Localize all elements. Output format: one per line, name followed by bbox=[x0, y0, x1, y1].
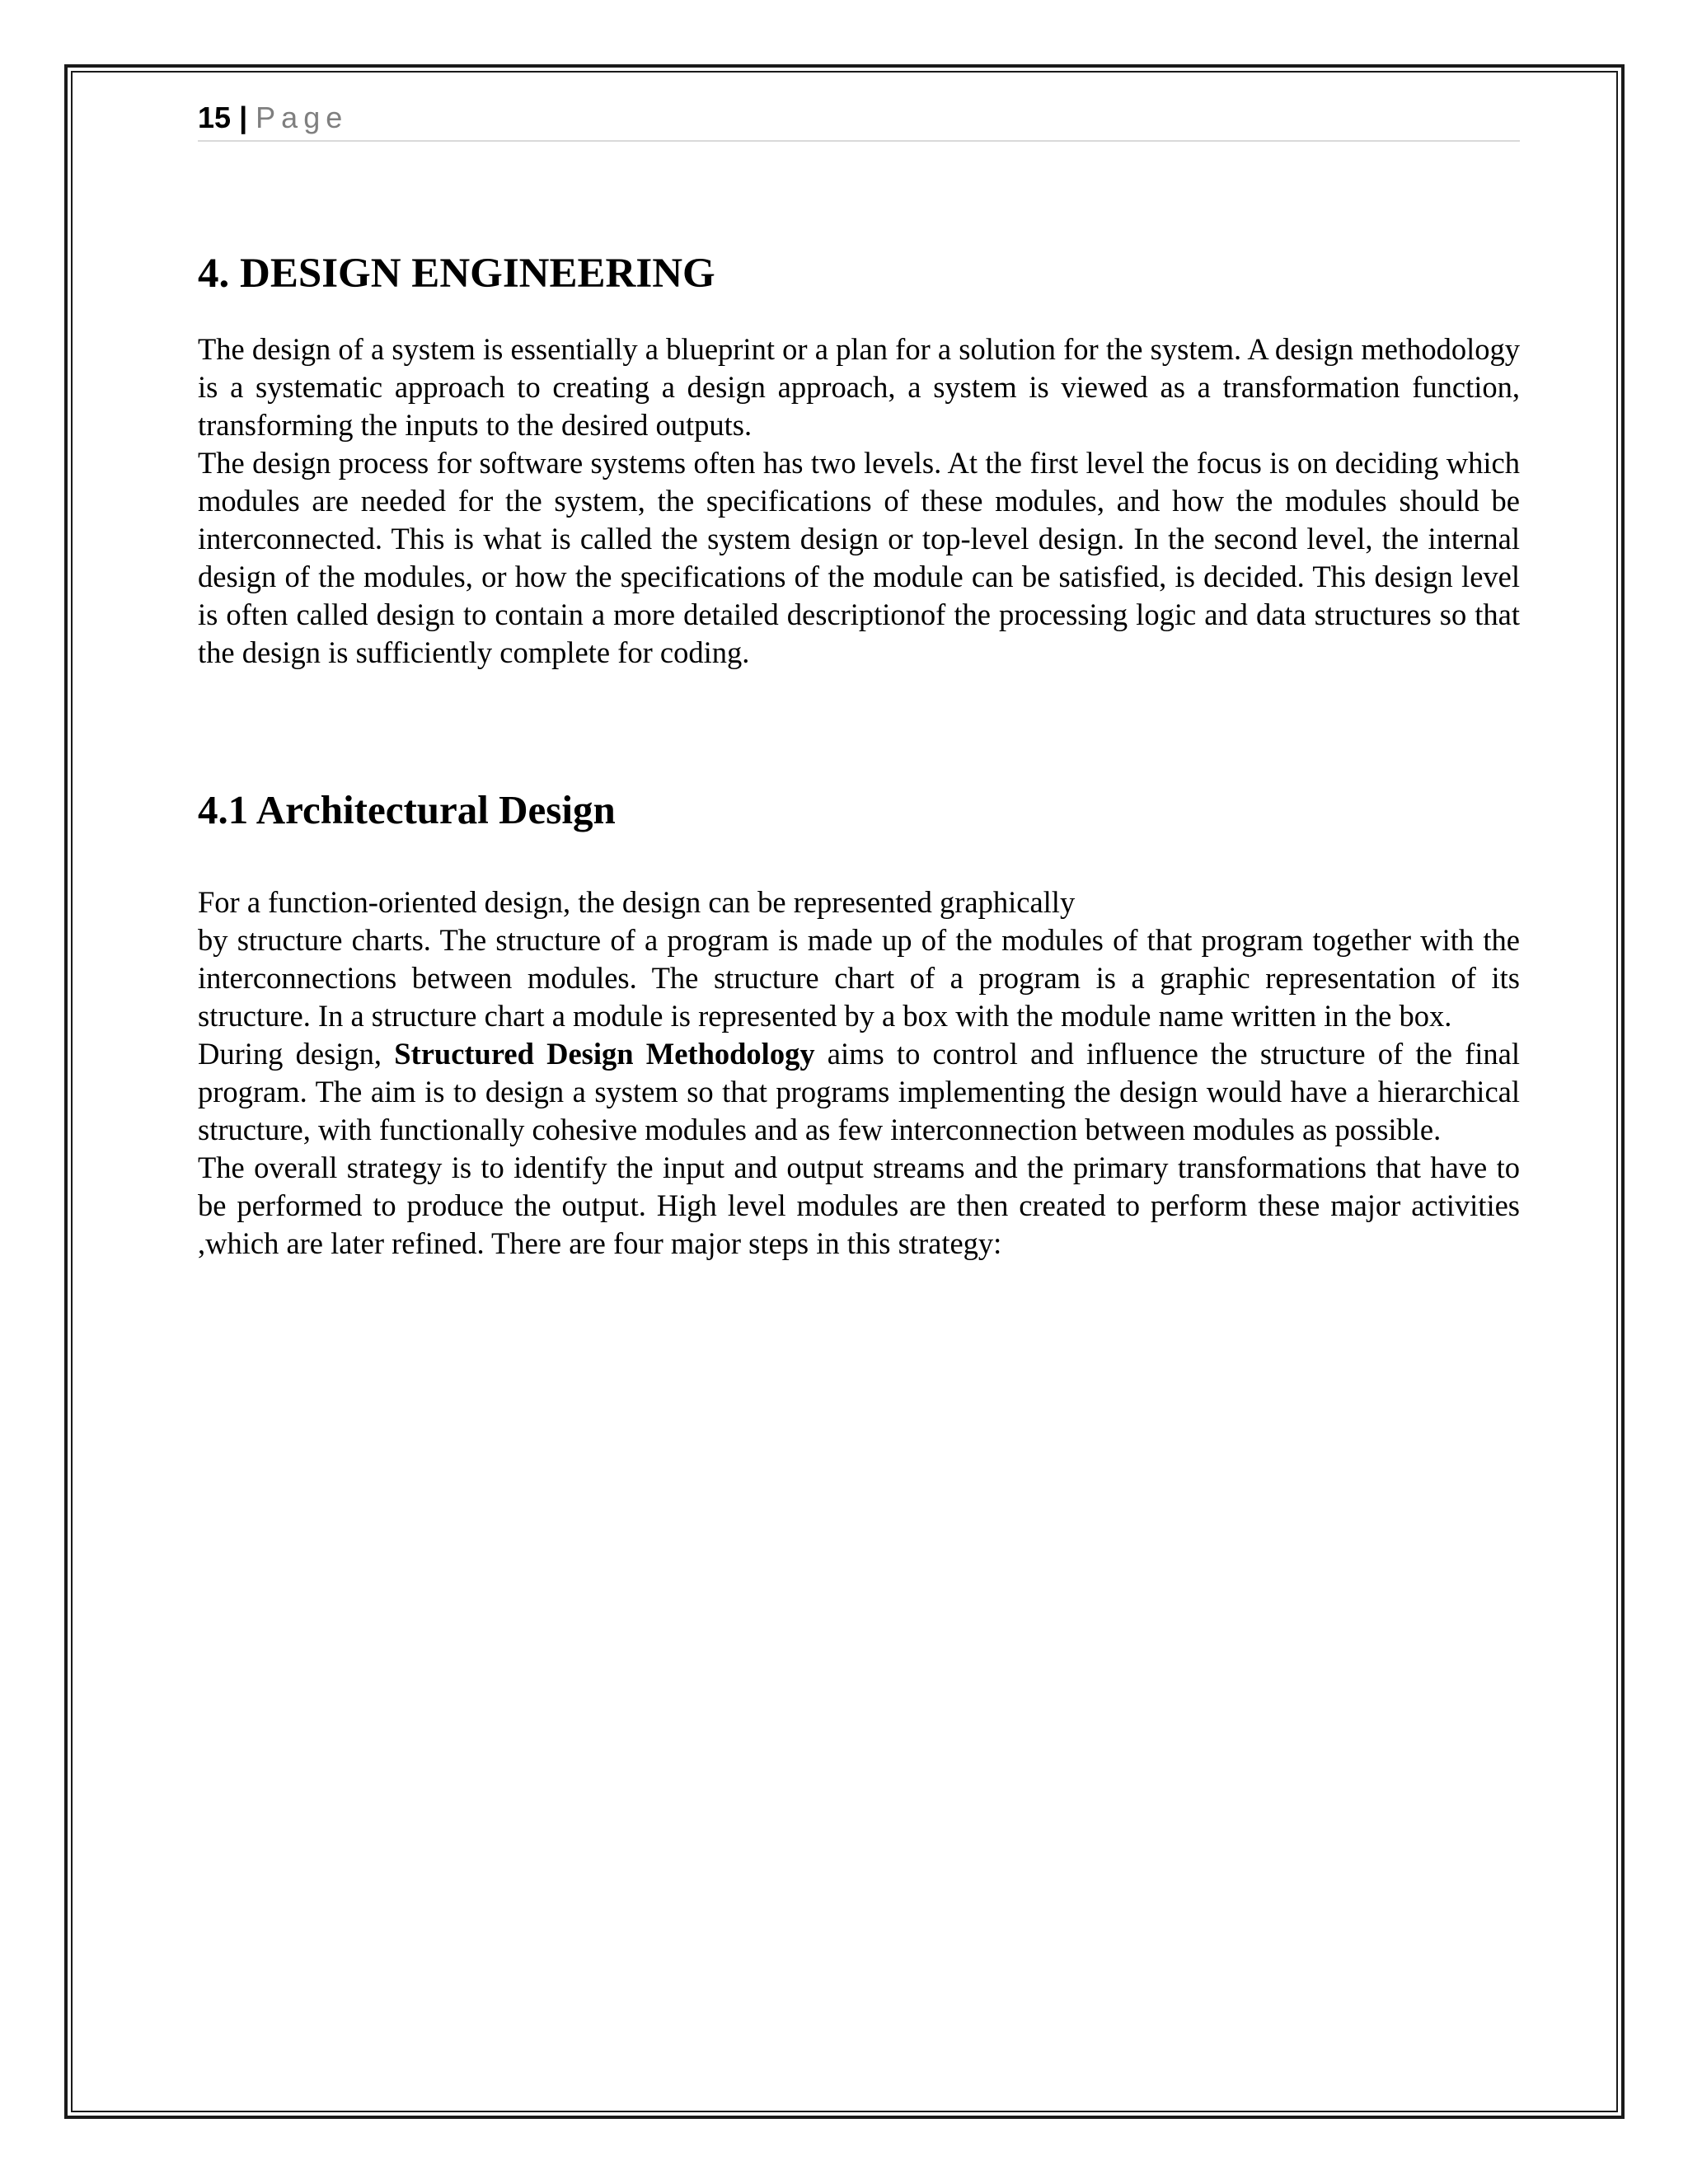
paragraph-2-prefix: During design, bbox=[198, 1037, 395, 1071]
page-header bbox=[198, 97, 1520, 142]
page-separator: | bbox=[239, 101, 248, 134]
subsection-title-block bbox=[198, 785, 1520, 835]
section-body bbox=[198, 330, 1520, 672]
section-title-block bbox=[198, 249, 1520, 298]
section-title: 4. DESIGN ENGINEERING bbox=[198, 251, 715, 297]
subsection-paragraph-1: by structure charts. The structure of a program is made up of the modules of that program together with the interconnections between modules. The structure chart of a program is a graphic representation of its structure. In a structure chart a module is represented by a box with the module name written in the box. bbox=[198, 923, 1520, 1033]
section-paragraph-2: The design process for software systems often has two levels. At the first level the focus is on deciding which modules are needed for the system, the specifications of these modules, and how the modules should be interconnected. This is what is called the system design or top-level design. In the second level, the internal design of the modules, or how the specifications of the module can be satisfied, is decided. This design level is often called design to contain a more detailed descriptionof the processing logic and data structures so that the design is sufficiently complete for coding. bbox=[198, 446, 1520, 669]
subsection-body bbox=[198, 883, 1520, 1263]
subsection-intro-line: For a function-oriented design, the design can be represented graphically bbox=[198, 885, 1076, 919]
subsection-paragraph-2 bbox=[198, 1035, 1520, 1149]
structured-design-methodology-term: Structured Design Methodology bbox=[394, 1037, 815, 1071]
page-number: 15 bbox=[198, 101, 232, 134]
page-label: Page bbox=[256, 101, 349, 134]
section-paragraph-1: The design of a system is essentially a blueprint or a plan for a solution for the system. A design methodology is a systematic approach to creating a design approach, a system is viewed as a transformation function, transforming the inputs to the desired outputs. bbox=[198, 332, 1520, 442]
subsection-title: 4.1 Architectural Design bbox=[198, 787, 616, 832]
paragraph-2-suffix: aims to control and influence the structure of the final program. The aim is to design a system so that programs implementing the design would have a hierarchical structure, with functionally cohesive modules and as few interconnection between modules as possible. bbox=[198, 1037, 1521, 1146]
subsection-paragraph-3: The overall strategy is to identify the input and output streams and the primary transformations that have to be performed to produce the output. High level modules are then created to perform these major activities ,which are later refined. There are four major steps in this strategy: bbox=[198, 1151, 1520, 1260]
